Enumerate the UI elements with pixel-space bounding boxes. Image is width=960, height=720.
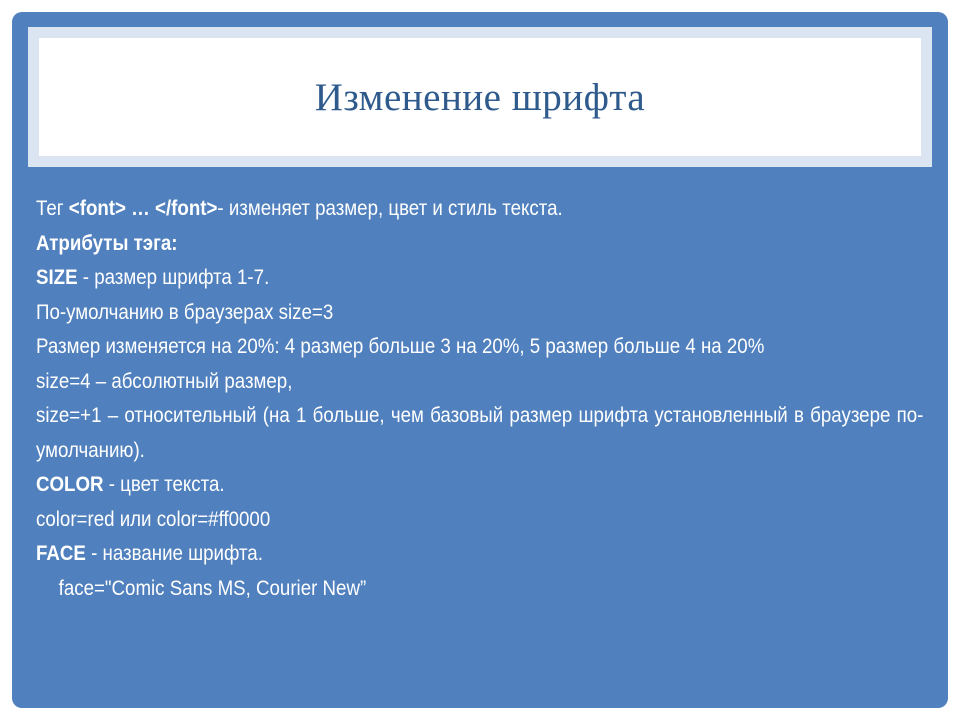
face-desc: - название шрифта. [85, 541, 263, 565]
line-font-tag-desc: - изменяет размер, цвет и стиль текста. [217, 196, 563, 220]
color-desc: - цвет текста. [103, 472, 225, 496]
font-tag-code: <font> … </font> [68, 196, 218, 220]
line-font-tag-prefix: Тег [36, 196, 69, 220]
line-size-step: Размер изменяется на 20%: 4 размер больше 3 на 20%, 5 размер больше 4 на 20% [36, 334, 765, 358]
face-keyword: FACE [36, 541, 86, 565]
title-frame [28, 27, 932, 167]
line-color [36, 467, 923, 502]
line-size [36, 260, 923, 295]
line-default-size: По-умолчанию в браузерах size=3 [36, 299, 334, 324]
size-keyword: SIZE [36, 265, 78, 289]
line-font-tag [36, 191, 923, 226]
line-face [36, 536, 923, 571]
color-keyword: COLOR [36, 472, 104, 496]
line-absolute-size: size=4 – абсолютный размер, [36, 368, 293, 393]
slide-title: Изменение шрифта [314, 75, 646, 119]
line-color-example: color=red или color=#ff0000 [36, 506, 271, 531]
attributes-heading: Атрибуты тэга: [36, 230, 178, 255]
slide [12, 12, 948, 708]
title-box [39, 38, 921, 156]
size-desc: - размер шрифта 1-7. [77, 265, 270, 289]
line-relative-size: size=+1 – относительный (на 1 больше, чем базовый размер шрифта установленный в браузере по-умолчанию). [36, 403, 924, 462]
slide-body [36, 191, 923, 605]
line-face-example: face="Comic Sans MS, Courier New” [58, 575, 367, 600]
